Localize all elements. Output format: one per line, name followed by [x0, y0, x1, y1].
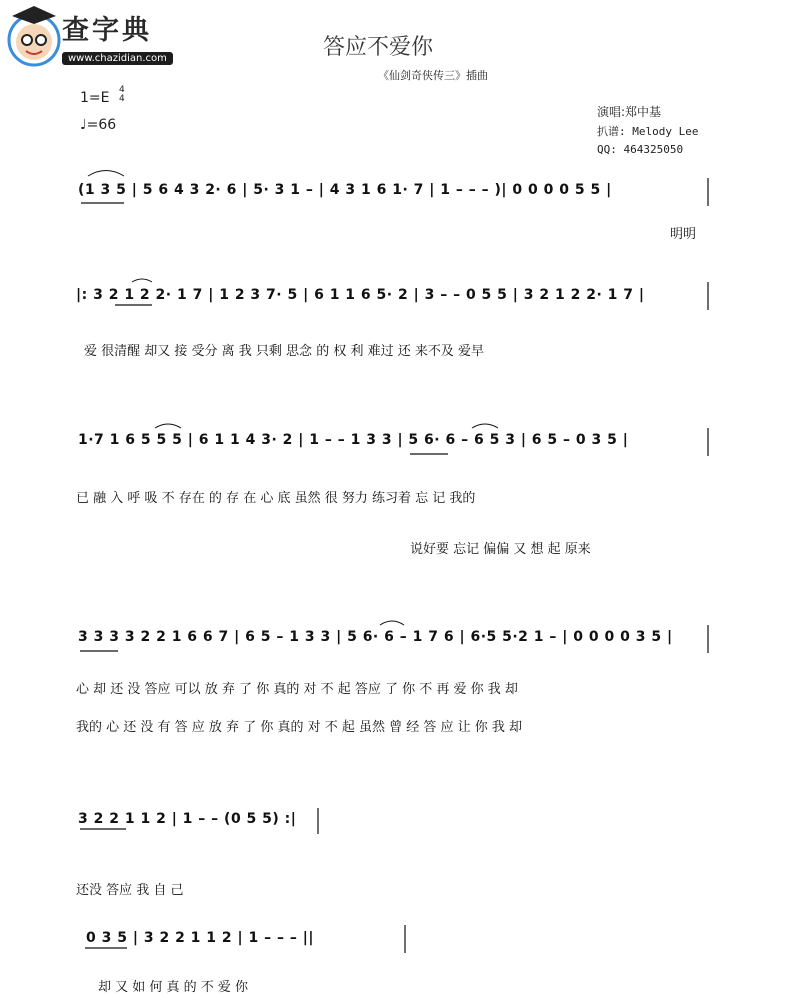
tie-arc: [155, 424, 181, 428]
lyric-line: 明明: [670, 227, 697, 242]
notation-row-6: 0 3 5 | 3 2 2 1 1 2 | 1 – – – ||: [86, 930, 314, 946]
time-signature-bottom: 4: [119, 94, 125, 104]
lyric-line: 已 融 入 呼 吸 不 存在 的 存 在 心 底 虽然 很 努力 练习着 忘 记 我的: [76, 491, 476, 506]
fermata-arc: [88, 171, 124, 177]
tie-arc: [472, 424, 498, 428]
time-signature-top: 4: [119, 85, 125, 95]
tie-arc: [380, 621, 404, 625]
lyric-line: 心 却 还 没 答应 可以 放 弃 了 你 真的 对 不 起 答应 了 你 不 再 爱 你 我 却: [76, 682, 518, 697]
notation-row-2: |: 3 2 1 2 2· 1 7 | 1 2 3 7· 5 | 6 1 1 6 5· 2 | 3 – – 0 5 5 | 3 2 1 2 2· 1 7 |: [76, 287, 645, 303]
logo-url[interactable]: www.chazidian.com: [62, 52, 173, 65]
lyric-line: 爱 很清醒 却又 接 受分 离 我 只剩 思念 的 权 利 难过 还 来不及 爱早: [84, 344, 484, 359]
logo-brand-text: 查字典: [62, 15, 152, 46]
lyric-line: 却 又 如 何 真 的 不 爱 你: [98, 980, 249, 995]
notation-row-5: 3 2 2 1 1 2 | 1 – – (0 5 5) :|: [78, 811, 297, 827]
qq-contact: QQ: 464325050: [597, 143, 684, 156]
notation-row-3: 1·7 1 6 5 5 5 | 6 1 1 4 3· 2 | 1 – – 1 3 3 | 5 6· 6 – 6 5 3 | 6 5 – 0 3 5 |: [78, 432, 629, 448]
notation-row-1: (1 3 5 | 5 6 4 3 2· 6 | 5· 3 1 – | 4 3 1 6 1· 7 | 1 – – – )| 0 0 0 0 5 5 |: [78, 182, 612, 198]
singer-credit: 演唱:郑中基: [597, 105, 662, 119]
lyric-line: 还没 答应 我 自 己: [76, 883, 184, 898]
transcriber-credit: 扒谱: Melody Lee: [597, 125, 699, 138]
tempo-mark: ♩=66: [80, 117, 117, 133]
song-subtitle: 《仙剑奇侠传三》插曲: [378, 69, 488, 82]
song-title: 答应不爱你: [323, 35, 434, 60]
lyric-line: 说好要 忘记 偏偏 又 想 起 原来: [410, 542, 591, 557]
tie-arc: [132, 279, 152, 282]
notation-row-4: 3 3 3 3 2 2 1 6 6 7 | 6 5 – 1 3 3 | 5 6· 6 – 1 7 6 | 6·5 5·2 1 – | 0 0 0 0 3 5 |: [78, 629, 673, 645]
key-signature: 1=E: [80, 90, 110, 106]
lyric-line: 我的 心 还 没 有 答 应 放 弃 了 你 真的 对 不 起 虽然 曾 经 答 应 让 你 我 却: [76, 720, 523, 735]
